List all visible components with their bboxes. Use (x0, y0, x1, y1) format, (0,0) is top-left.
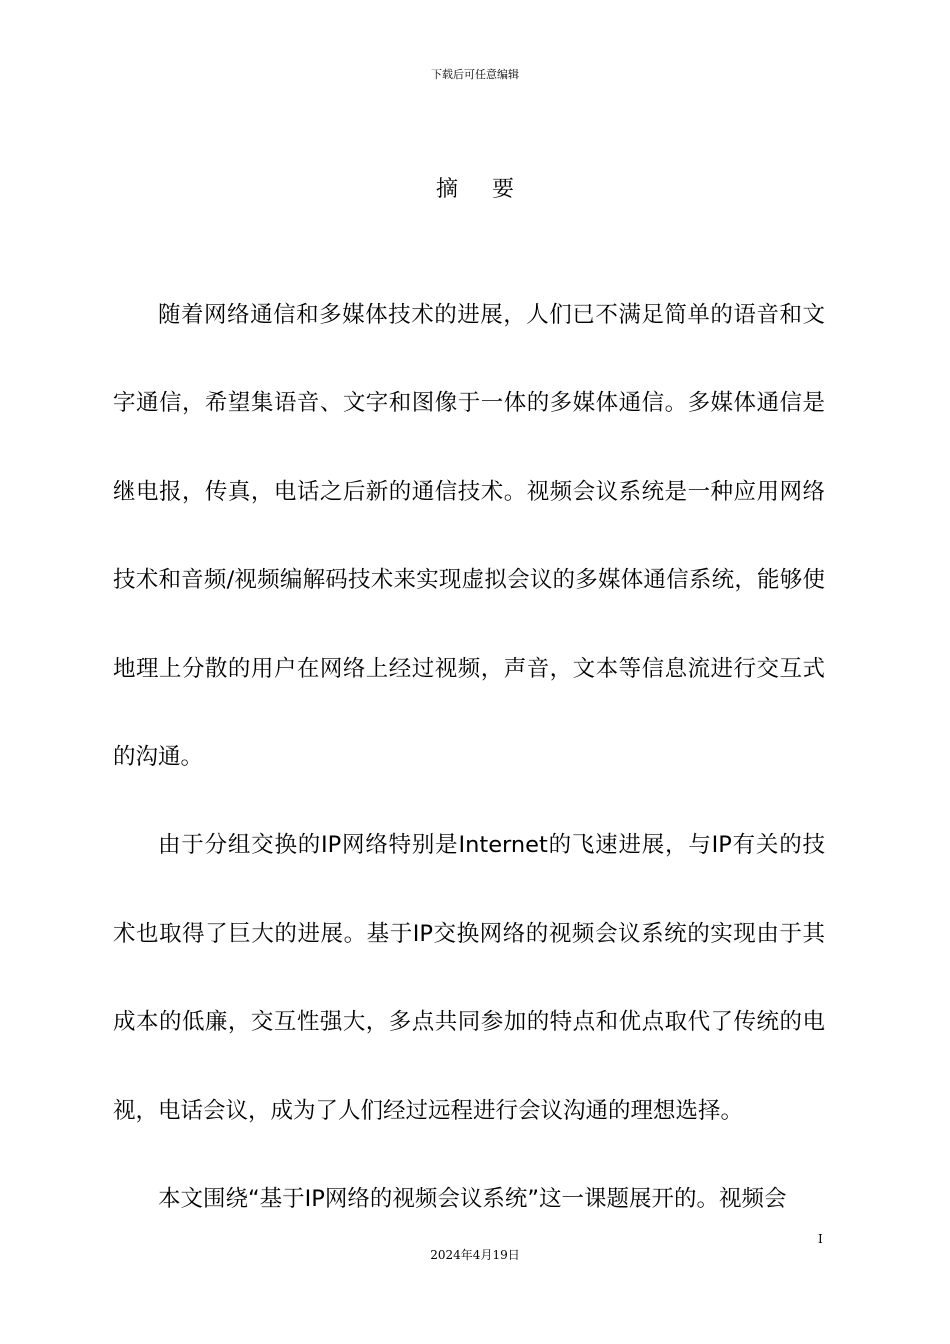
paragraph-2: 由于分组交换的IP网络特别是Internet的飞速进展，与IP有关的技术也取得了巨大的进展。基于IP交换网络的视频会议系统的实现由于其成本的低廉，交互性强大，多点共同参加的特点和优点取代了传统的电视，电话会议，成为了人们经过远程进行会议沟通的理想选择。 (113, 832, 825, 1124)
title-part-1: 摘 (435, 177, 458, 202)
abstract-body (113, 271, 825, 1243)
page-title (0, 172, 950, 203)
footer-date: 2024年4月19日 (430, 1248, 520, 1262)
title-part-2: 要 (492, 177, 515, 202)
paragraph-3: 本文围绕“基于IP网络的视频会议系统”这一课题展开的。视频会 (158, 1186, 787, 1213)
paragraph-1: 随着网络通信和多媒体技术的进展，人们已不满足简单的语音和文字通信，希望集语音、文字和图像于一体的多媒体通信。多媒体通信是继电报，传真，电话之后新的通信技术。视频会议系统是一种应用网络技术和音频/视频编解码技术来实现虚拟会议的多媒体通信系统，能够使地理上分散的用户在网络上经过视频，声音，文本等信息流进行交互式的沟通。 (113, 302, 825, 771)
page-number: I (818, 1232, 823, 1246)
header-note: 下载后可任意编辑 (431, 68, 519, 81)
